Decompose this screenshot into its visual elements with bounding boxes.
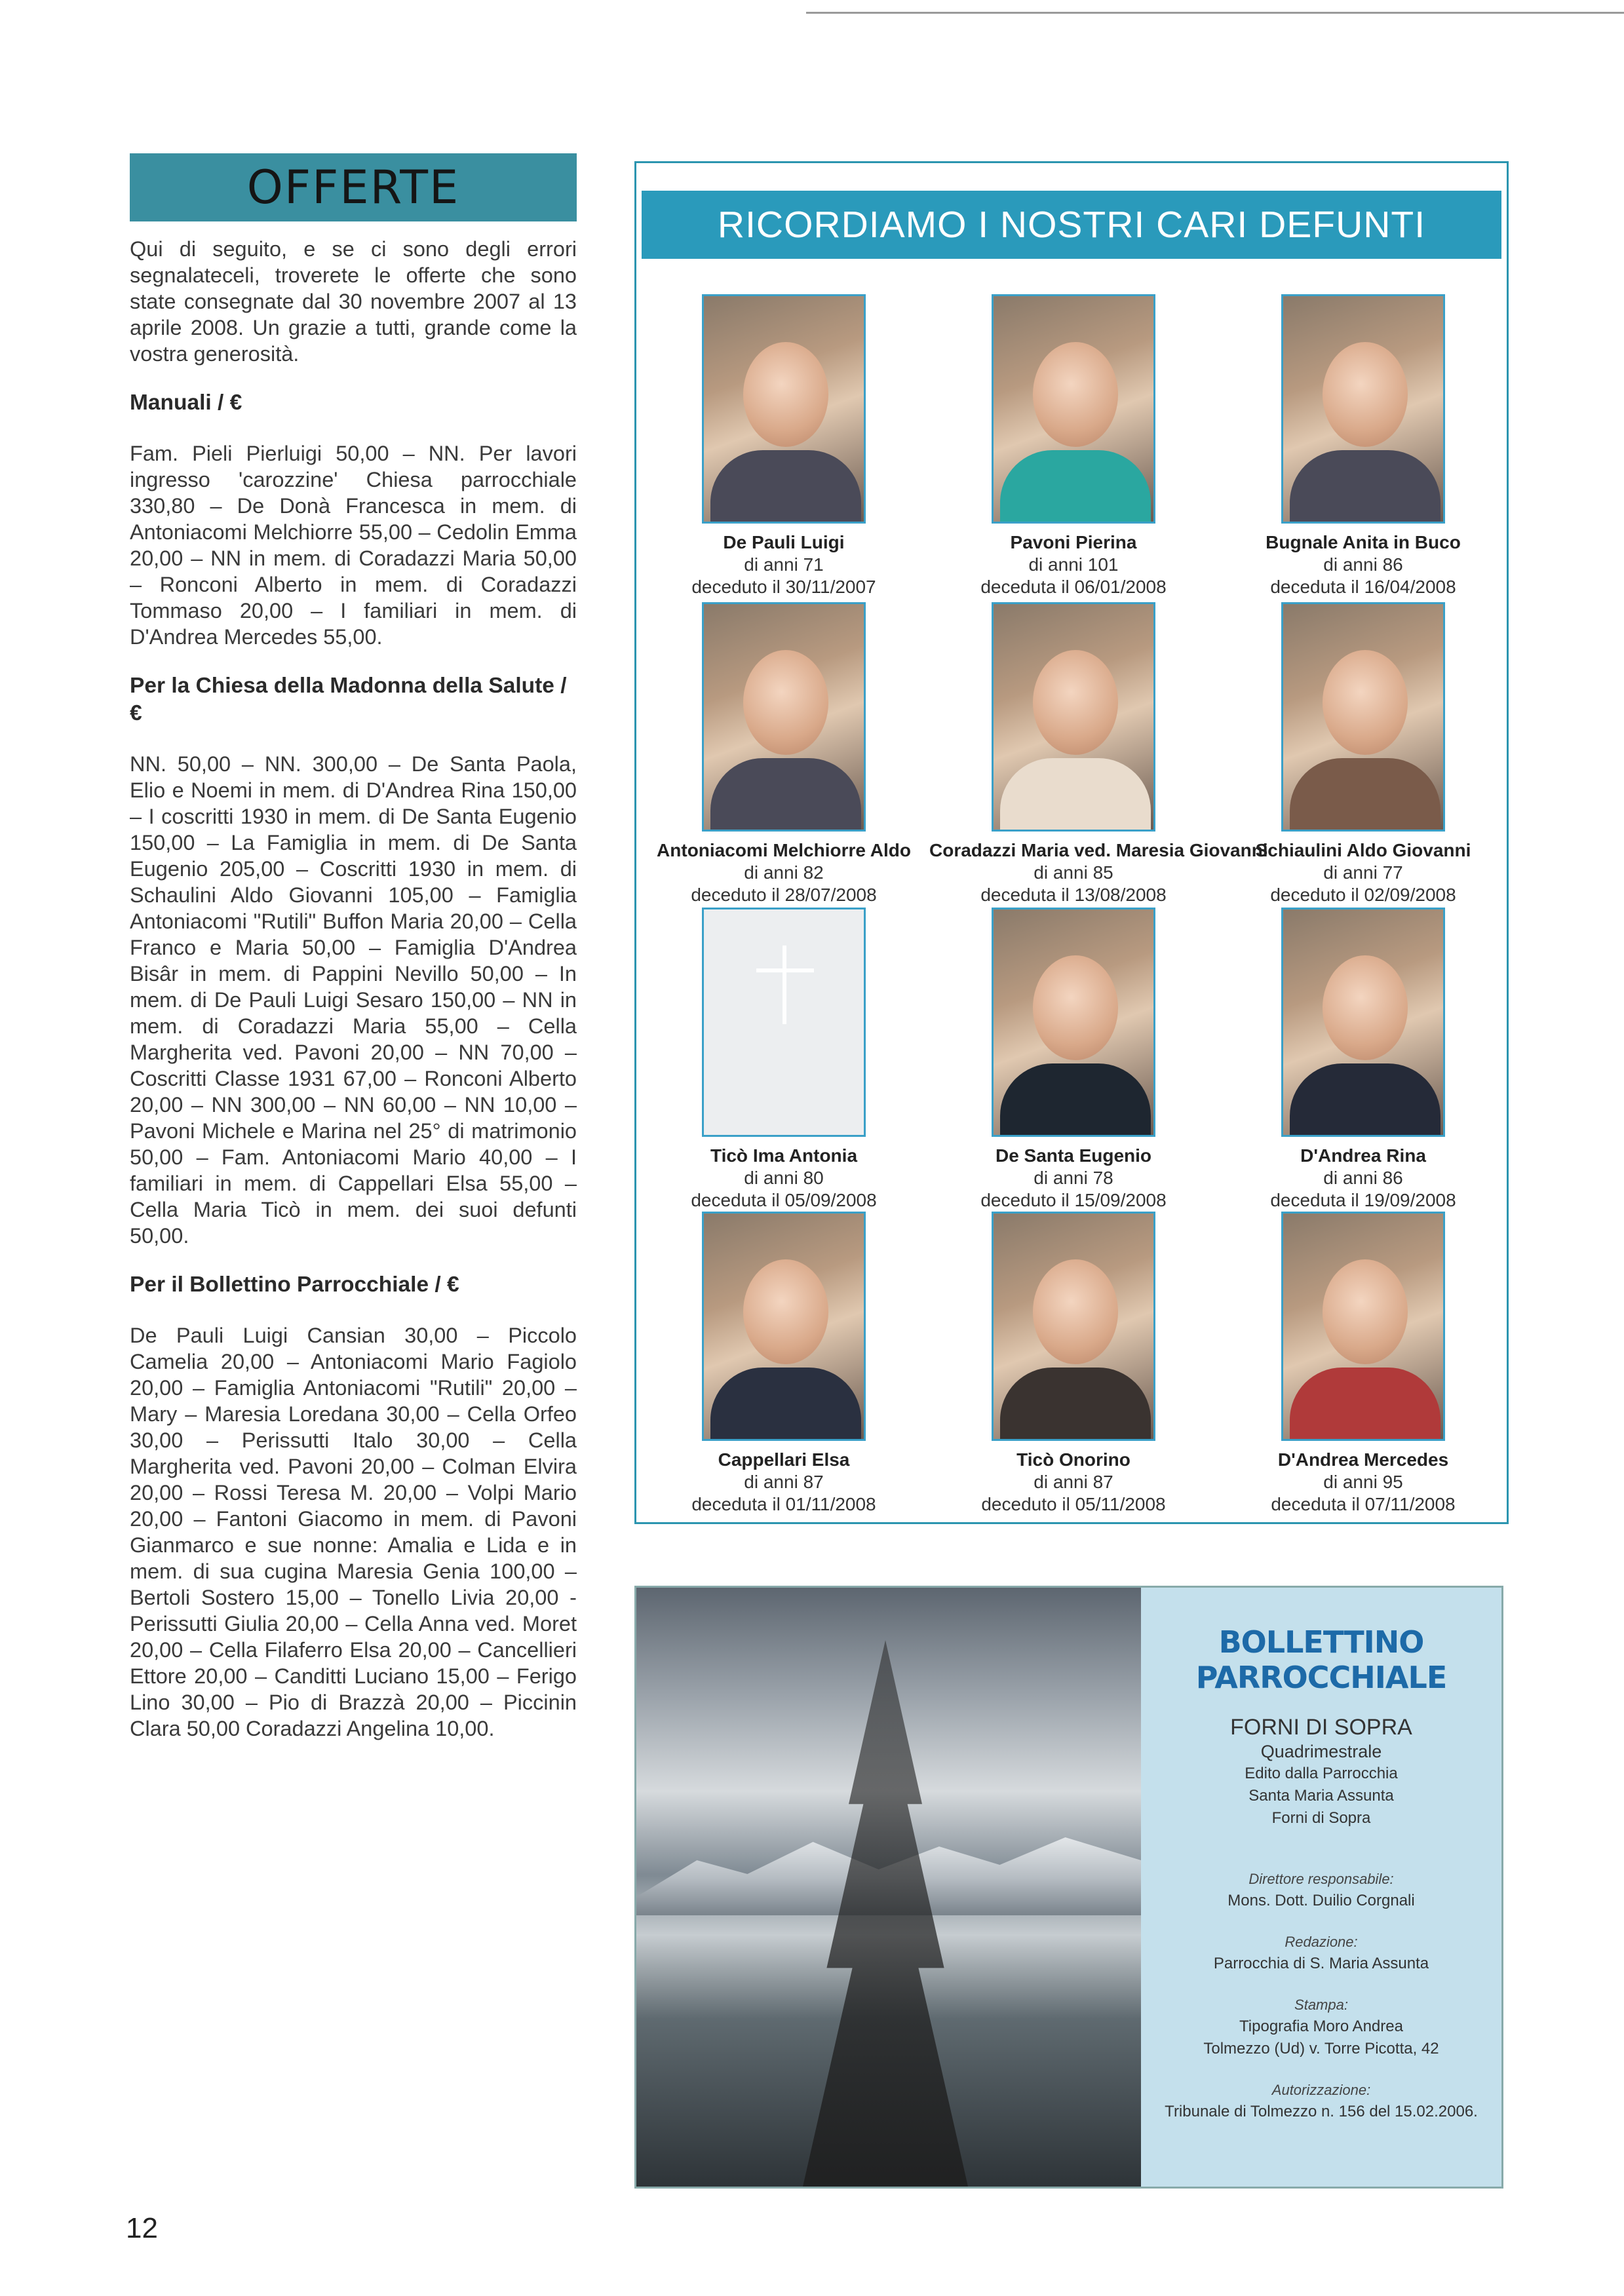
defunto-name: D'Andrea Rina: [1300, 1145, 1426, 1166]
defunto-age: di anni 95: [1323, 1472, 1403, 1492]
defunti-panel: [634, 161, 1509, 1524]
offerte-column: [130, 153, 577, 1742]
defunto-name: Cappellari Elsa: [718, 1449, 850, 1470]
defunto-name: Ticò Onorino: [1016, 1449, 1131, 1470]
stampa-line1: Tipografia Moro Andrea: [1239, 2018, 1403, 2035]
portrait-photo: [1281, 908, 1445, 1137]
portrait-photo: [702, 294, 866, 524]
snowy-landscape-photo: [636, 1588, 1141, 2187]
portrait-photo: [992, 908, 1155, 1137]
section-text-madonna-salute: NN. 50,00 – NN. 300,00 – De Santa Paola, Elio e Noemi in mem. di D'Andrea Rina 150,00 – I coscritti 1930 in mem. di De Santa Eugenio 150,00 – La Famiglia in mem. di De Santa Eugenio 205,00 – Coscritti 1930 in mem. di Schaulini Aldo Giovanni 105,00 – Famiglia Antoniacomi "Rutili" Buffon Maria 20,00 – Cella Franco e Maria 50,00 – Famiglia D'Andrea Bisâr in mem. di Pappini Nevillo 50,00 – In mem. di De Pauli Luigi Sesaro 150,00 – NN in mem. di Coradazzi Maria 55,00 – Cella Margherita ved. Pavoni 20,00 – NN 70,00 – Coscritti Classe 1931 67,00 – Ronconi Alberto 20,00 – NN 300,00 – NN 60,00 – NN 10,00 – Pavoni Michele e Marina nel 25° di matrimonio 50,00 – Fam. Antoniacomi Mario 40,00 – I familiari in mem. di Cappellari Elsa 55,00 – Cella Maria Ticò in mem. dei suoi defunti 50,00.: [130, 752, 577, 1248]
autorizzazione-label: Autorizzazione:: [1271, 2082, 1371, 2098]
portrait-photo: [702, 1212, 866, 1441]
defunto-card: [640, 1212, 928, 1516]
bollettino-place: FORNI DI SOPRA: [1230, 1715, 1412, 1740]
defunto-card: [640, 908, 928, 1212]
defunto-age: di anni 82: [744, 862, 824, 883]
defunto-name: Antoniacomi Melchiorre Aldo: [657, 840, 911, 860]
defunto-age: di anni 87: [744, 1472, 824, 1492]
portrait-photo: [992, 602, 1155, 832]
redazione-value: Parrocchia di S. Maria Assunta: [1213, 1955, 1429, 1972]
defunto-name: De Pauli Luigi: [723, 532, 845, 552]
direttore-label: Direttore responsabile:: [1248, 1871, 1394, 1887]
bollettino-cover: [634, 1586, 1503, 2189]
defunto-card: [929, 294, 1218, 598]
page-number: 12: [126, 2212, 158, 2244]
defunto-card: [1219, 1212, 1507, 1516]
bollettino-info: [1141, 1588, 1501, 2187]
defunto-date: deceduta il 19/09/2008: [1270, 1190, 1456, 1210]
defunto-date: deceduto il 28/07/2008: [691, 885, 877, 905]
defunto-age: di anni 78: [1034, 1168, 1113, 1188]
top-rule: [806, 12, 1624, 14]
portrait-photo: [1281, 602, 1445, 832]
section-text-manuali: Fam. Pieli Pierluigi 50,00 – NN. Per lavori ingresso 'carozzine' Chiesa parrocchiale 330,80 – De Donà Francesca in mem. di Antoniacomi Melchiorre 55,00 – Cedolin Emma 20,00 – NN in mem. di Coradazzi Maria 50,00 – Ronconi Alberto in mem. di Coradazzi Tommaso 20,00 – I familiari in mem. di D'Andrea Mercedes 55,00.: [130, 442, 577, 649]
bollettino-paese: Forni di Sopra: [1271, 1809, 1371, 1827]
defunto-age: di anni 80: [744, 1168, 824, 1188]
defunto-name: Coradazzi Maria ved. Maresia Giovanni: [929, 840, 1268, 860]
offerte-title: OFFERTE: [130, 153, 577, 221]
portrait-photo: [1281, 294, 1445, 524]
autorizzazione-value: Tribunale di Tolmezzo n. 156 del 15.02.2006.: [1165, 2103, 1478, 2120]
defunto-date: deceduta il 01/11/2008: [691, 1494, 876, 1514]
cross-icon: [702, 908, 866, 1137]
defunto-name: De Santa Eugenio: [995, 1145, 1152, 1166]
defunto-date: deceduta il 05/09/2008: [691, 1190, 877, 1210]
bollettino-edito: Edito dalla Parrocchia: [1245, 1765, 1398, 1782]
defunto-age: di anni 86: [1323, 1168, 1403, 1188]
bollettino-period: Quadrimestrale: [1260, 1742, 1382, 1761]
section-text-bollettino: De Pauli Luigi Cansian 30,00 – Piccolo Camelia 20,00 – Antoniacomi Mario Fagiolo 20,00 – Famiglia Antoniacomi "Rutili" 20,00 – Mary – Maresia Loredana 30,00 – Cella Orfeo 30,00 – Perissutti Italo 30,00 – Cella Margherita ved. Pavoni 20,00 – Colman Elvira 20,00 – Rossi Teresa M. 20,00 – Volpi Mario 20,00 – Fantoni Giacomo in mem. di Pavoni Gianmarco e sue nonne: Amalia e Lida e in mem. di sua cugina Maresia Genia 100,00 – Bertoli Sostero 15,00 – Tonello Livia 20,00 - Perissutti Giulia 20,00 – Cella Anna ved. Moret 20,00 – Cella Filaferro Elsa 20,00 – Cancellieri Ettore 20,00 – Canditti Luciano 15,00 – Ferigo Lino 30,00 – Pio di Brazzà 20,00 – Piccinin Clara 50,00 Coradazzi Angelina 10,00.: [130, 1324, 577, 1740]
defunto-card: [1219, 602, 1507, 906]
section-heading-bollettino: Per il Bollettino Parrocchiale / €: [130, 1272, 459, 1297]
defunto-date: deceduta il 06/01/2008: [980, 577, 1167, 597]
portrait-photo: [1281, 1212, 1445, 1441]
stampa-label: Stampa:: [1294, 1997, 1348, 2013]
portrait-photo: [702, 602, 866, 832]
defunto-date: deceduto il 05/11/2008: [981, 1494, 1166, 1514]
defunto-card: [929, 602, 1268, 906]
portrait-photo: [992, 1212, 1155, 1441]
section-heading-madonna-salute: Per la Chiesa della Madonna della Salute / €: [130, 674, 567, 725]
bollettino-title-line1: BOLLETTINO: [1218, 1624, 1424, 1660]
section-heading-manuali: Manuali / €: [130, 391, 242, 415]
bollettino-parrocchia: Santa Maria Assunta: [1248, 1787, 1394, 1805]
defunto-card: [929, 1212, 1218, 1516]
defunto-age: di anni 101: [1028, 554, 1119, 575]
defunto-card: [1219, 294, 1507, 598]
defunti-title: RICORDIAMO I NOSTRI CARI DEFUNTI: [642, 191, 1501, 259]
defunto-name: Pavoni Pierina: [1010, 532, 1137, 552]
defunto-card: [1219, 908, 1507, 1212]
defunto-name: Ticò Ima Antonia: [710, 1145, 858, 1166]
defunto-date: deceduta il 16/04/2008: [1270, 577, 1456, 597]
defunto-age: di anni 87: [1034, 1472, 1113, 1492]
defunto-age: di anni 86: [1323, 554, 1403, 575]
defunto-card: [640, 602, 928, 906]
bollettino-title-line2: PARROCCHIALE: [1195, 1660, 1447, 1695]
defunto-card: [640, 294, 928, 598]
defunto-age: di anni 85: [1034, 862, 1113, 883]
defunto-date: deceduta il 07/11/2008: [1271, 1494, 1456, 1514]
defunto-age: di anni 71: [744, 554, 824, 575]
offerte-intro: Qui di seguito, e se ci sono degli errori segnalateceli, troverete le offerte che sono state consegnate dal 30 novembre 2007 al 13 aprile 2008. Un grazie a tutti, grande come la vostra generosità.: [130, 237, 577, 366]
defunto-name: Bugnale Anita in Buco: [1266, 532, 1461, 552]
defunto-date: deceduto il 30/11/2007: [691, 577, 876, 597]
defunto-date: deceduta il 13/08/2008: [980, 885, 1167, 905]
defunto-date: deceduto il 02/09/2008: [1270, 885, 1456, 905]
defunto-date: deceduto il 15/09/2008: [980, 1190, 1167, 1210]
portrait-photo: [992, 294, 1155, 524]
stampa-line2: Tolmezzo (Ud) v. Torre Picotta, 42: [1203, 2040, 1439, 2057]
redazione-label: Redazione:: [1285, 1934, 1358, 1950]
defunto-name: Schiaulini Aldo Giovanni: [1255, 840, 1471, 860]
direttore-name: Mons. Dott. Duilio Corgnali: [1228, 1892, 1415, 1909]
defunto-name: D'Andrea Mercedes: [1277, 1449, 1449, 1470]
defunto-age: di anni 77: [1323, 862, 1403, 883]
defunto-card: [929, 908, 1218, 1212]
